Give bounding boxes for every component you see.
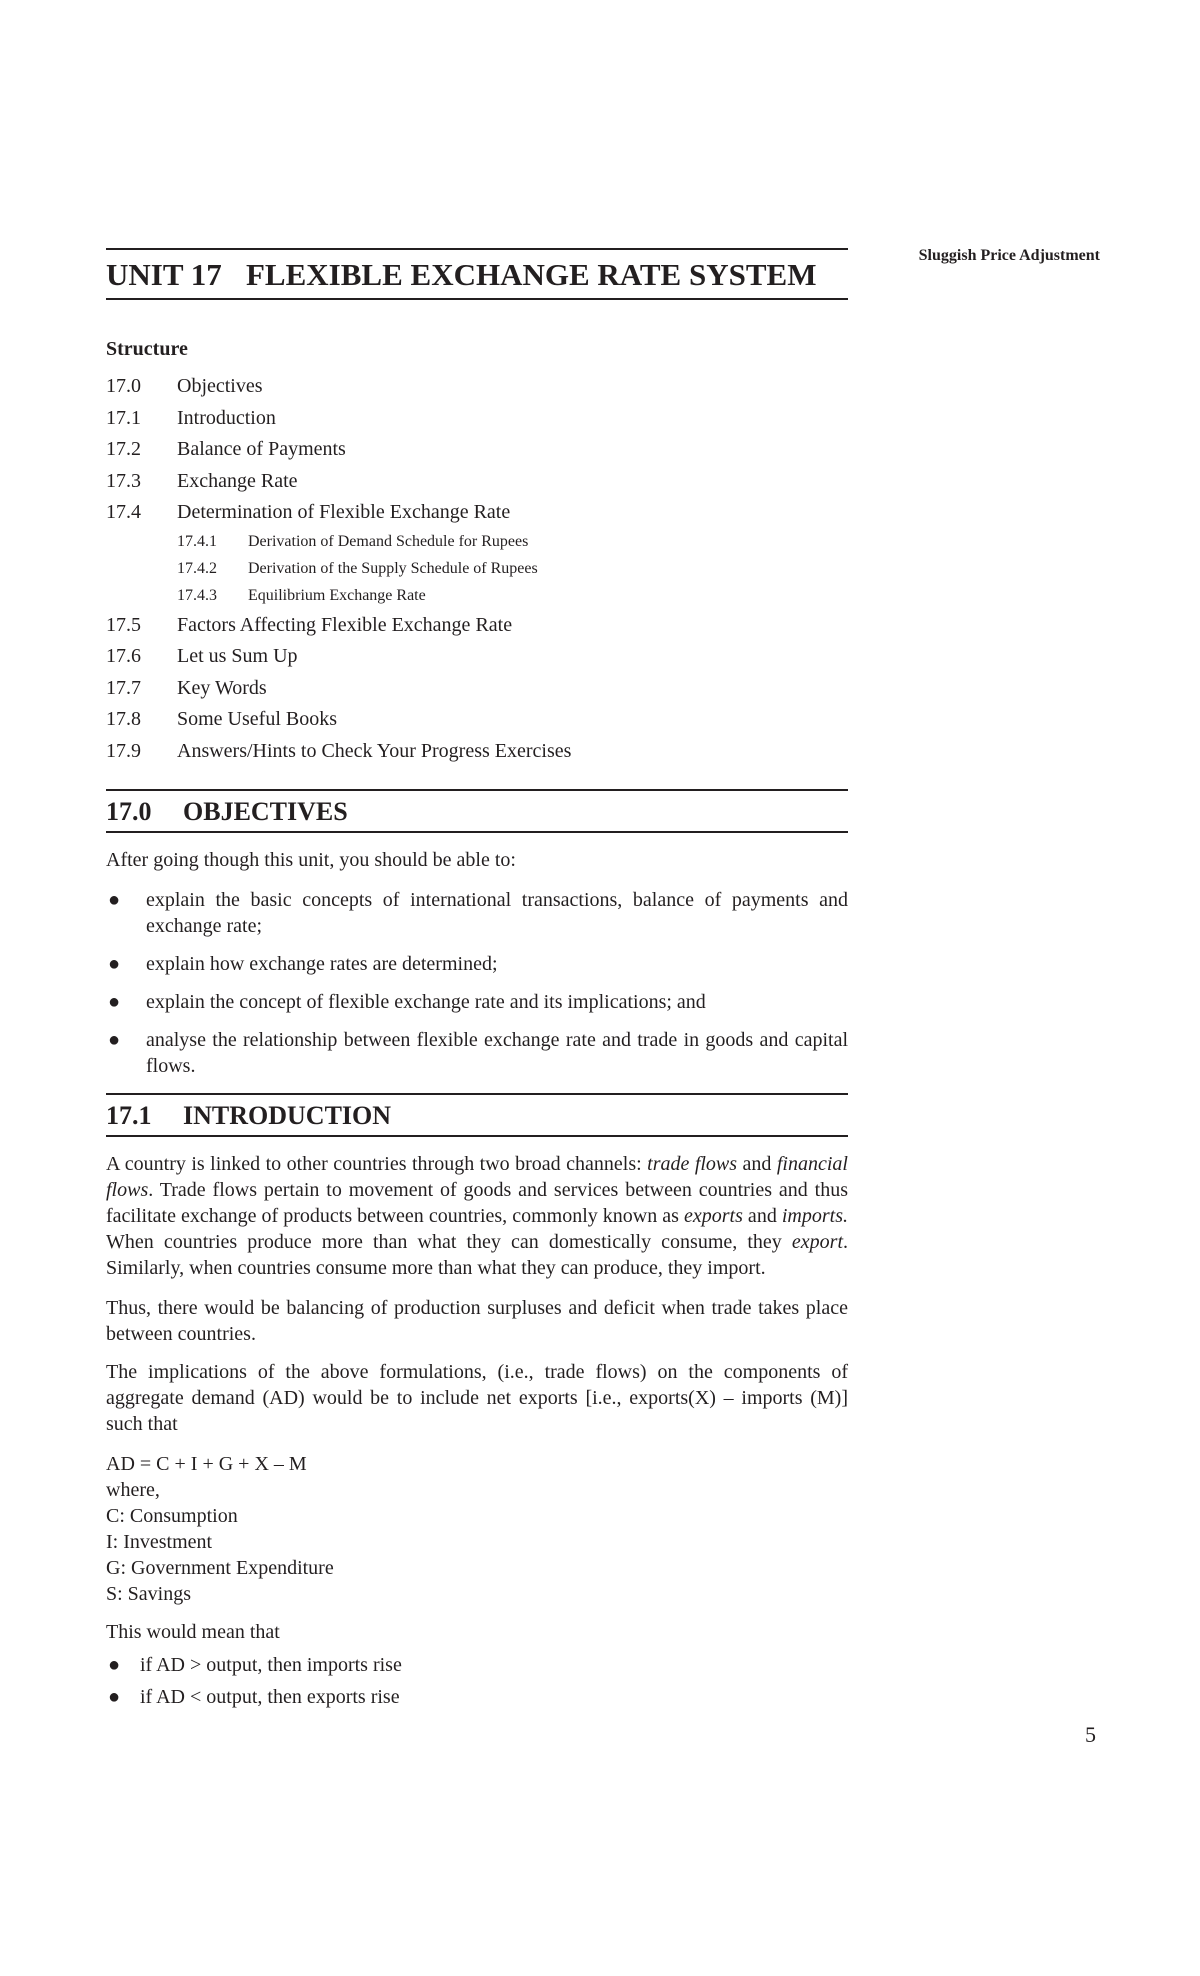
objectives-list [106,887,848,1079]
toc-item: 17.2 Balance of Payments [106,438,346,461]
toc-item: 17.8 Some Useful Books [106,708,337,731]
bullet-icon: ● [108,991,121,1013]
formula-block [106,1451,848,1607]
list-item: ● explain the basic concepts of international transactions, balance of payments and exchange rate; [108,889,848,937]
definition: C: Consumption [106,1505,238,1527]
section-rule-bottom [106,1135,848,1137]
intro-paragraph-3: The implications of the above formulations, (i.e., trade flows) on the components of aggregate demand (AD) would be to include net exports [i.e., exports(X) – imports (M)] such that [106,1361,848,1435]
where-label: where, [106,1479,160,1501]
page-content [106,248,848,1713]
intro-paragraph-1: A country is linked to other countries through two broad channels: trade flows and financial flows. Trade flows pertain to movement of goods and services between countries and thus facilitate exchange of products between countries, commonly known as exports and imports. When countries produce more than what they can domestically consume, they export. Similarly, when countries consume more than what they can produce, they import. [106,1153,848,1279]
definition: I: Investment [106,1531,213,1553]
toc-item: 17.6 Let us Sum Up [106,645,298,668]
objectives-intro: After going though this unit, you should be able to: [106,849,516,871]
bullet-icon: ● [108,889,121,911]
list-item: ● if AD < output, then exports rise [106,1681,848,1713]
intro-list [106,1649,848,1713]
objectives-heading: 17.0 OBJECTIVES [106,797,348,826]
page-number: 5 [1085,1722,1096,1747]
definition: G: Government Expenditure [106,1557,334,1579]
toc-item: 17.4 Determination of Flexible Exchange Rate [106,501,511,524]
toc-item: 17.0 Objectives [106,375,263,398]
intro-paragraph-2: Thus, there would be balancing of production surpluses and deficit when trade takes place between countries. [106,1297,848,1345]
unit-title-text: FLEXIBLE EXCHANGE RATE SYSTEM [246,257,817,292]
section-rule-bottom [106,831,848,833]
formula: AD = C + I + G + X – M [106,1453,307,1475]
toc-item: 17.3 Exchange Rate [106,469,298,492]
toc-subitem: 17.4.3 Equilibrium Exchange Rate [177,587,426,604]
list-item: ● analyse the relationship between flexible exchange rate and trade in goods and capital flows. [108,1029,848,1077]
unit-number: UNIT 17 [106,257,222,292]
structure-heading: Structure [106,338,188,360]
toc-item: 17.1 Introduction [106,406,276,429]
title-rule-top [106,248,848,250]
toc-item: 17.7 Key Words [106,676,267,699]
toc-item: 17.5 Factors Affecting Flexible Exchange Rate [106,613,513,636]
unit-title [106,257,848,293]
title-rule-bottom [106,298,848,300]
section-rule-top [106,1093,848,1095]
bullet-icon: ● [108,953,121,975]
running-head: Sluggish Price Adjustment [918,247,1100,264]
objectives-section [106,789,848,1079]
list-item: ● if AD > output, then imports rise [106,1649,848,1681]
intro-paragraph-4: This would mean that [106,1621,280,1643]
definition: S: Savings [106,1583,192,1605]
structure-list [106,371,848,767]
toc-subitem: 17.4.2 Derivation of the Supply Schedule of Rupees [177,560,538,577]
bullet-icon: ● [108,1029,121,1051]
toc-subitem: 17.4.1 Derivation of Demand Schedule for Rupees [177,533,529,550]
list-item: ● explain how exchange rates are determined; [108,953,498,975]
introduction-heading: 17.1 INTRODUCTION [106,1101,392,1130]
section-rule-top [106,789,848,791]
bullet-icon: ● [108,1654,121,1676]
list-item: ● explain the concept of flexible exchange rate and its implications; and [108,991,706,1013]
bullet-icon: ● [108,1686,121,1708]
introduction-section [106,1093,848,1713]
toc-item: 17.9 Answers/Hints to Check Your Progress Exercises [106,739,572,762]
